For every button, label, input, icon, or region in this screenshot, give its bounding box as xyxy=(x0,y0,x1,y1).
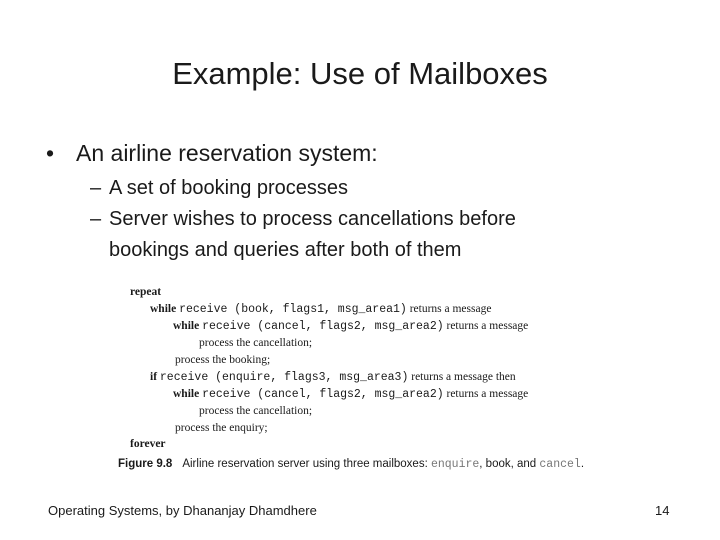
caption-mailbox-name: enquire xyxy=(430,458,480,471)
code-text: returns a message xyxy=(443,388,529,400)
bullet-text: An airline reservation system: xyxy=(76,140,378,166)
code-line xyxy=(130,284,161,300)
subbullet-marker: – xyxy=(90,208,102,230)
code-text: process the cancellation; xyxy=(199,405,313,417)
code-keyword: forever xyxy=(130,438,166,450)
code-text: process the enquiry; xyxy=(175,422,268,434)
caption-text: Airline reservation server using three mailboxes: xyxy=(182,458,431,470)
subbullet-item xyxy=(90,173,348,204)
figure-caption xyxy=(118,458,584,471)
code-text: returns a message xyxy=(443,320,529,332)
code-call: receive (cancel, flags2, msg_area2) xyxy=(202,388,444,401)
code-line xyxy=(173,386,528,402)
subbullet-text: A set of booking processes xyxy=(109,177,349,199)
code-text: returns a message xyxy=(406,303,492,315)
code-line xyxy=(175,352,270,368)
code-keyword: while xyxy=(173,388,203,400)
code-keyword: repeat xyxy=(130,286,162,298)
caption-text: , book, and xyxy=(479,458,540,470)
slide-title: Example: Use of Mailboxes xyxy=(172,56,548,91)
subbullet-text-line2: bookings and queries after both of them xyxy=(109,239,462,261)
subbullet-marker: – xyxy=(90,177,102,199)
code-text: returns a message then xyxy=(408,371,516,383)
subbullet-text-line1: Server wishes to process cancellations before xyxy=(109,208,516,230)
caption-text: . xyxy=(580,458,585,470)
bullet-item xyxy=(46,140,378,167)
code-line xyxy=(173,318,528,334)
code-text: process the cancellation; xyxy=(199,337,313,349)
footer-credit: Operating Systems, by Dhananjay Dhamdhere xyxy=(48,503,317,518)
code-line xyxy=(150,369,516,385)
code-keyword: while xyxy=(150,303,180,315)
code-line xyxy=(199,403,312,419)
code-line xyxy=(175,420,268,436)
code-line xyxy=(199,335,312,351)
code-line xyxy=(150,301,491,317)
code-line xyxy=(130,436,166,452)
page-number: 14 xyxy=(655,503,670,518)
code-call: receive (book, flags1, msg_area1) xyxy=(179,303,407,316)
code-keyword: if xyxy=(150,371,160,383)
figure-label: Figure 9.8 xyxy=(118,458,173,470)
caption-mailbox-name: cancel xyxy=(539,458,581,471)
code-keyword: while xyxy=(173,320,203,332)
code-call: receive (cancel, flags2, msg_area2) xyxy=(202,320,444,333)
code-call: receive (enquire, flags3, msg_area3) xyxy=(159,371,409,384)
code-text: process the booking; xyxy=(175,354,271,366)
subbullet-item xyxy=(90,204,516,266)
bullet-marker: • xyxy=(46,140,55,166)
